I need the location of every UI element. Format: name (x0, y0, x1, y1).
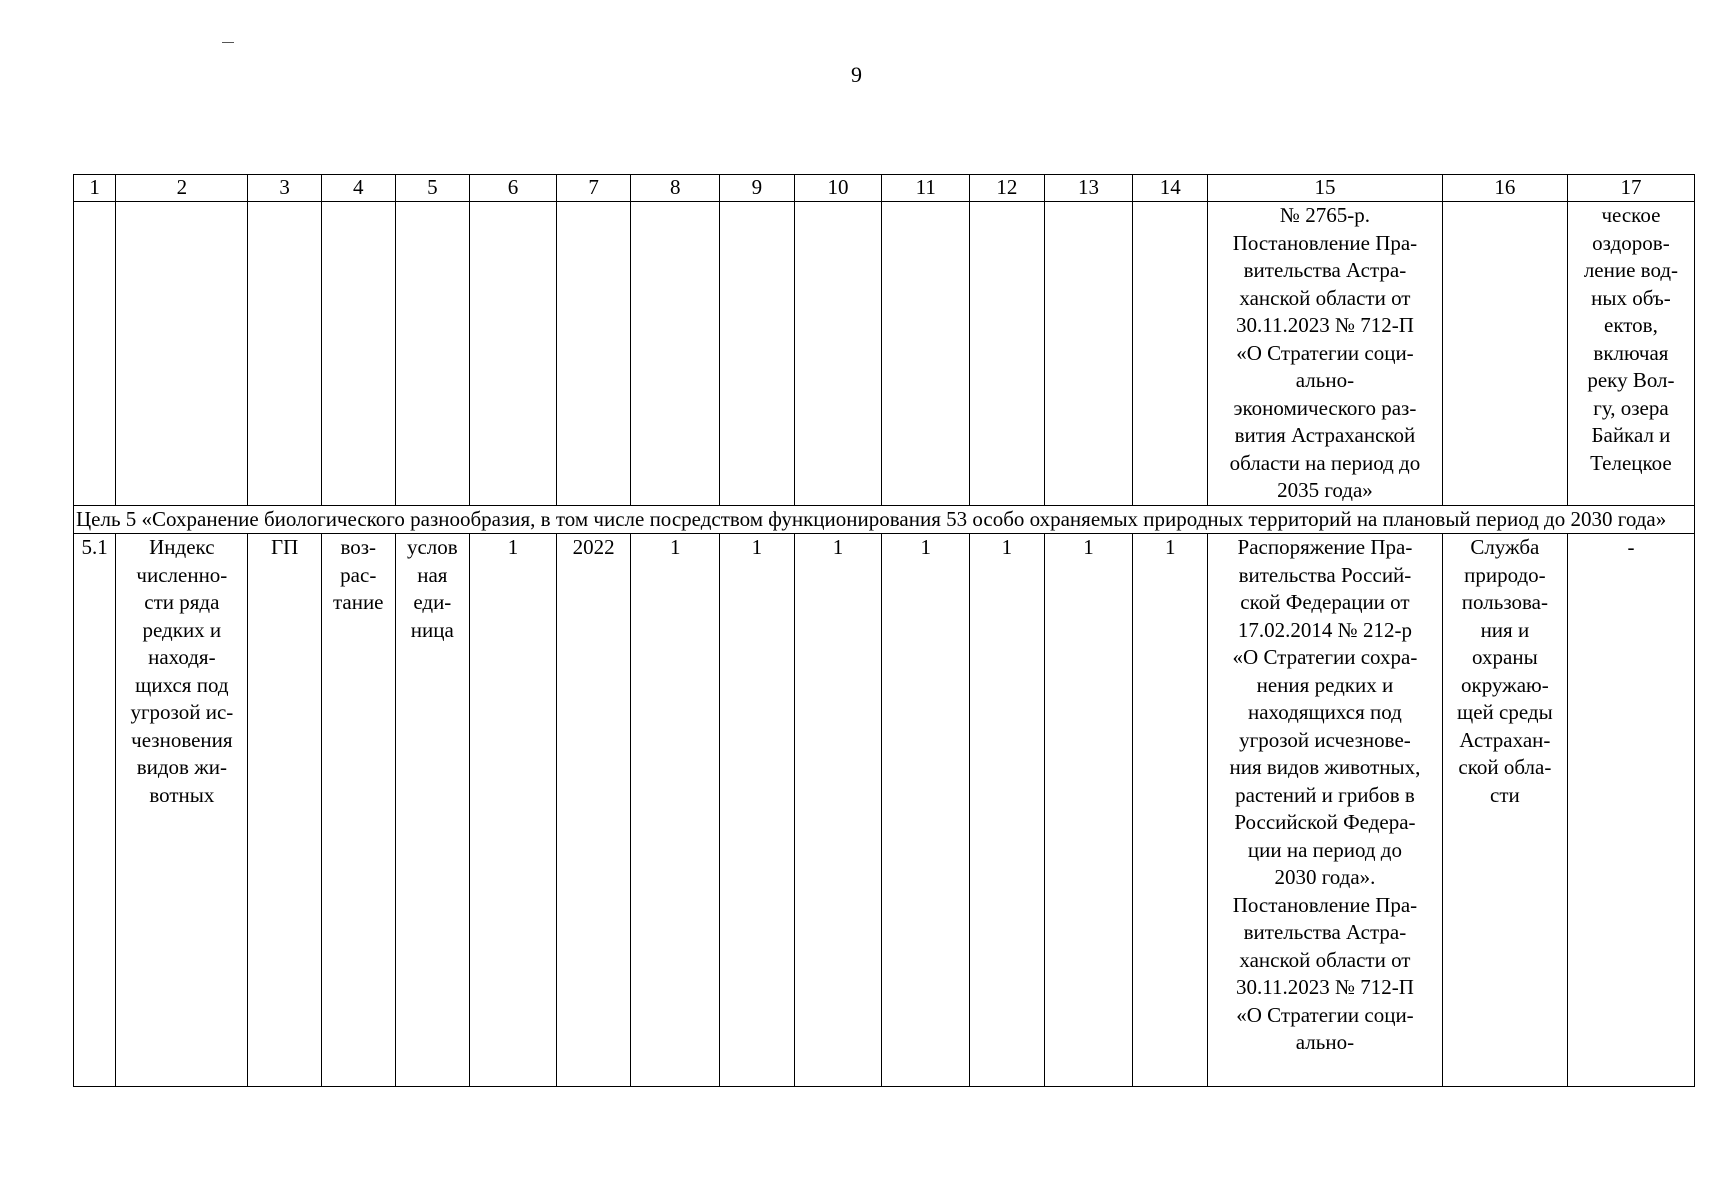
cell (1044, 202, 1133, 506)
col-header-14: 14 (1133, 175, 1208, 202)
col-header-2: 2 (116, 175, 248, 202)
col-header-1: 1 (74, 175, 116, 202)
value-cell: 1 (720, 534, 795, 1087)
col-header-6: 6 (470, 175, 557, 202)
indicator-row-5-1 (74, 534, 1695, 1087)
cell (631, 202, 720, 506)
value-cell: 1 (882, 534, 970, 1087)
trend-cell: воз- рас- тание (321, 534, 395, 1087)
unit-cell: услов ная еди- ница (395, 534, 470, 1087)
cell (74, 202, 116, 506)
value-cell: 1 (794, 534, 882, 1087)
col-header-15: 15 (1208, 175, 1443, 202)
col-header-16: 16 (1442, 175, 1567, 202)
col-header-10: 10 (794, 175, 882, 202)
indicators-table (73, 174, 1695, 1087)
cell (556, 202, 631, 506)
base-year-cell: 2022 (556, 534, 631, 1087)
cell (248, 202, 322, 506)
col-header-11: 11 (882, 175, 970, 202)
cell (882, 202, 970, 506)
indicator-name-cell: Индекс численно- сти ряда редких и находя- щихся под угрозой ис- чезновения видов жи- вотных (116, 534, 248, 1087)
cell (970, 202, 1045, 506)
col-header-5: 5 (395, 175, 470, 202)
col-header-7: 7 (556, 175, 631, 202)
value-cell: 1 (1044, 534, 1133, 1087)
related-goal-cell: ческое оздоров- ление вод- ных объ- ектов, включая реку Вол- гу, озера Байкал и Телецкое (1567, 202, 1694, 506)
cell (395, 202, 470, 506)
col-header-17: 17 (1567, 175, 1694, 202)
col-header-9: 9 (720, 175, 795, 202)
cell (720, 202, 795, 506)
related-goal-cell: - (1567, 534, 1694, 1087)
value-cell: 1 (1133, 534, 1208, 1087)
value-cell: 1 (970, 534, 1045, 1087)
column-number-row (74, 175, 1695, 202)
level-cell: ГП (248, 534, 322, 1087)
scan-speck (222, 42, 234, 43)
value-cell: 1 (631, 534, 720, 1087)
row-number-cell: 5.1 (74, 534, 116, 1087)
cell (470, 202, 557, 506)
cell (794, 202, 882, 506)
continuation-row (74, 202, 1695, 506)
goal-row (74, 505, 1695, 534)
goal-5-title: Цель 5 «Сохранение биологического разнообразия, в том числе посредством функционирования 53 особо охраняемых природных территорий на плановый период до 2030 года» (74, 505, 1695, 534)
cell (116, 202, 248, 506)
page-number: 9 (851, 62, 862, 87)
col-header-12: 12 (970, 175, 1045, 202)
col-header-13: 13 (1044, 175, 1133, 202)
cell (1442, 202, 1567, 506)
responsible-body-cell: Служба природо- пользова- ния и охраны окружаю- щей среды Астрахан- ской обла- сти (1442, 534, 1567, 1087)
col-header-4: 4 (321, 175, 395, 202)
base-value-cell: 1 (470, 534, 557, 1087)
col-header-3: 3 (248, 175, 322, 202)
cell (321, 202, 395, 506)
col-header-8: 8 (631, 175, 720, 202)
legal-basis-cell: Распоряжение Пра- вительства Россий- ской Федерации от 17.02.2014 № 212-р «О Стратегии сохра- нения редких и находящихся под угрозой исчезнове- ния видов животных, растений и грибов в Российской Федера- ции на период до 2030 года». Постановление Пра- вительства Астра- ханской области от 30.11.2023 № 712-П «О Стратегии соци- ально- (1208, 534, 1443, 1087)
legal-basis-cell: № 2765-р. Постановление Пра- вительства Астра- ханской области от 30.11.2023 № 712-П «О Стратегии соци- ально- экономического раз- вития Астраханской области на период до 2035 года» (1208, 202, 1443, 506)
cell (1133, 202, 1208, 506)
